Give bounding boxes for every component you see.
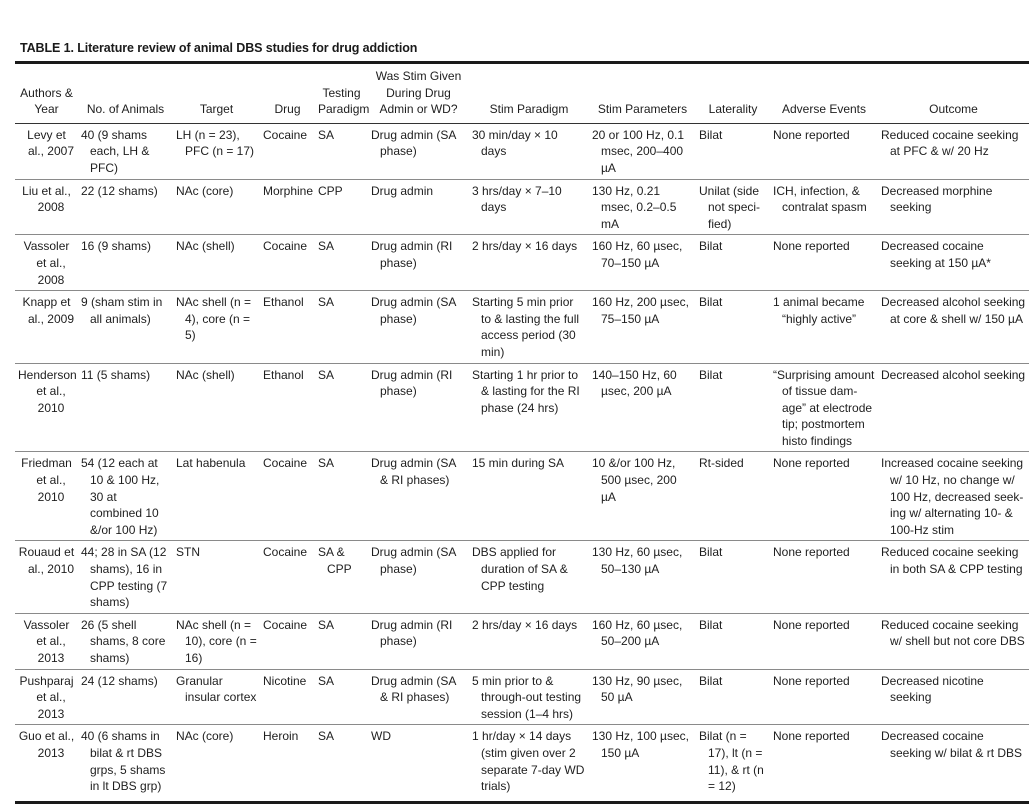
cell-drug: Cocaine [260, 541, 315, 613]
cell-laterality: Bilat [696, 541, 770, 613]
cell-stim-parameters: 160 Hz, 60 µsec, 50–200 µA [589, 613, 696, 669]
cell-authors: Henderson et al., 2010 [15, 363, 78, 452]
cell-adverse-events: None reported [770, 613, 878, 669]
cell-laterality: Rt-sided [696, 452, 770, 541]
cell-target: NAc shell (n = 4), core (n = 5) [173, 291, 260, 363]
table-row [15, 541, 1029, 613]
col-header-stim-parameters: Stim Parameters [589, 63, 696, 124]
cell-adverse-events: None reported [770, 725, 878, 802]
cell-laterality: Bilat [696, 363, 770, 452]
table-row [15, 123, 1029, 179]
cell-outcome: Decreased cocaine seeking w/ bilat & rt DBS [878, 725, 1029, 802]
cell-animals: 40 (9 shams each, LH & PFC) [78, 123, 173, 179]
table-row [15, 235, 1029, 291]
cell-authors: Guo et al., 2013 [15, 725, 78, 802]
cell-stim-given: WD [368, 725, 469, 802]
cell-stim-given: Drug admin [368, 179, 469, 235]
cell-testing-paradigm: SA [315, 669, 368, 725]
cell-stim-paradigm: 3 hrs/day × 7–10 days [469, 179, 589, 235]
cell-outcome: Reduced cocaine seeking in both SA & CPP testing [878, 541, 1029, 613]
cell-animals: 54 (12 each at 10 & 100 Hz, 30 at combined 10 &/or 100 Hz) [78, 452, 173, 541]
cell-drug: Cocaine [260, 235, 315, 291]
cell-authors: Liu et al., 2008 [15, 179, 78, 235]
col-header-laterality: Laterality [696, 63, 770, 124]
cell-stim-given: Drug admin (SA phase) [368, 123, 469, 179]
cell-authors: Rouaud et al., 2010 [15, 541, 78, 613]
cell-laterality: Bilat [696, 291, 770, 363]
cell-target: LH (n = 23), PFC (n = 17) [173, 123, 260, 179]
cell-adverse-events: 1 animal became “highly active” [770, 291, 878, 363]
cell-adverse-events: “Surprising amount of tissue dam-age” at electrode tip; postmortem histo findings [770, 363, 878, 452]
cell-stim-given: Drug admin (RI phase) [368, 235, 469, 291]
cell-stim-paradigm: DBS applied for duration of SA & CPP testing [469, 541, 589, 613]
cell-stim-paradigm: 2 hrs/day × 16 days [469, 613, 589, 669]
cell-outcome: Reduced cocaine seeking w/ shell but not core DBS [878, 613, 1029, 669]
col-header-target: Target [173, 63, 260, 124]
cell-stim-given: Drug admin (SA phase) [368, 541, 469, 613]
cell-target: NAc (shell) [173, 235, 260, 291]
cell-stim-parameters: 130 Hz, 0.21 msec, 0.2–0.5 mA [589, 179, 696, 235]
cell-animals: 11 (5 shams) [78, 363, 173, 452]
col-header-authors: Authors & Year [15, 63, 78, 124]
col-header-outcome: Outcome [878, 63, 1029, 124]
cell-stim-parameters: 130 Hz, 100 µsec, 150 µA [589, 725, 696, 802]
table-header [15, 63, 1029, 124]
table-row [15, 669, 1029, 725]
cell-stim-paradigm: 30 min/day × 10 days [469, 123, 589, 179]
cell-drug: Heroin [260, 725, 315, 802]
cell-stim-paradigm: 1 hr/day × 14 days (stim given over 2 separate 7-day WD trials) [469, 725, 589, 802]
cell-stim-paradigm: 2 hrs/day × 16 days [469, 235, 589, 291]
cell-drug: Cocaine [260, 452, 315, 541]
header-row [15, 63, 1029, 124]
cell-stim-given: Drug admin (RI phase) [368, 613, 469, 669]
cell-target: NAc (shell) [173, 363, 260, 452]
cell-stim-parameters: 160 Hz, 200 µsec, 75–150 µA [589, 291, 696, 363]
col-header-adverse-events: Adverse Events [770, 63, 878, 124]
cell-testing-paradigm: SA [315, 235, 368, 291]
cell-stim-paradigm: Starting 5 min prior to & lasting the full access period (30 min) [469, 291, 589, 363]
cell-testing-paradigm: SA [315, 123, 368, 179]
cell-laterality: Bilat [696, 123, 770, 179]
cell-laterality: Bilat [696, 235, 770, 291]
cell-authors: Levy et al., 2007 [15, 123, 78, 179]
cell-drug: Nicotine [260, 669, 315, 725]
cell-target: Granular insular cortex [173, 669, 260, 725]
cell-animals: 26 (5 shell shams, 8 core shams) [78, 613, 173, 669]
cell-laterality: Unilat (side not speci-fied) [696, 179, 770, 235]
cell-outcome: Decreased morphine seeking [878, 179, 1029, 235]
table-row [15, 179, 1029, 235]
cell-adverse-events: None reported [770, 235, 878, 291]
col-header-animals: No. of Animals [78, 63, 173, 124]
cell-authors: Vassoler et al., 2008 [15, 235, 78, 291]
cell-stim-parameters: 140–150 Hz, 60 µsec, 200 µA [589, 363, 696, 452]
col-header-testing-paradigm: Testing Paradigm [315, 63, 368, 124]
table-caption: TABLE 1. Literature review of animal DBS studies for drug addiction [20, 41, 418, 55]
cell-laterality: Bilat [696, 613, 770, 669]
cell-target: Lat habenula [173, 452, 260, 541]
table-row [15, 452, 1029, 541]
cell-adverse-events: None reported [770, 669, 878, 725]
cell-testing-paradigm: SA [315, 291, 368, 363]
cell-drug: Cocaine [260, 613, 315, 669]
cell-testing-paradigm: SA [315, 452, 368, 541]
cell-stim-parameters: 130 Hz, 60 µsec, 50–130 µA [589, 541, 696, 613]
cell-target: NAc shell (n = 10), core (n = 16) [173, 613, 260, 669]
cell-drug: Morphine [260, 179, 315, 235]
cell-testing-paradigm: SA [315, 725, 368, 802]
cell-testing-paradigm: SA [315, 363, 368, 452]
cell-adverse-events: None reported [770, 541, 878, 613]
cell-animals: 22 (12 shams) [78, 179, 173, 235]
cell-stim-given: Drug admin (SA & RI phases) [368, 669, 469, 725]
cell-adverse-events: None reported [770, 452, 878, 541]
table-row [15, 363, 1029, 452]
cell-testing-paradigm: SA [315, 613, 368, 669]
cell-outcome: Decreased nicotine seeking [878, 669, 1029, 725]
cell-animals: 44; 28 in SA (12 shams), 16 in CPP testing (7 shams) [78, 541, 173, 613]
cell-testing-paradigm: SA & CPP [315, 541, 368, 613]
cell-adverse-events: ICH, infection, & contralat spasm [770, 179, 878, 235]
cell-outcome: Decreased alcohol seeking [878, 363, 1029, 452]
cell-outcome: Decreased cocaine seeking at 150 µA* [878, 235, 1029, 291]
col-header-stim-paradigm: Stim Paradigm [469, 63, 589, 124]
literature-review-table [15, 61, 1029, 804]
table-row [15, 613, 1029, 669]
cell-stim-parameters: 130 Hz, 90 µsec, 50 µA [589, 669, 696, 725]
cell-target: NAc (core) [173, 725, 260, 802]
cell-animals: 16 (9 shams) [78, 235, 173, 291]
cell-authors: Pushparaj et al., 2013 [15, 669, 78, 725]
cell-stim-given: Drug admin (RI phase) [368, 363, 469, 452]
cell-animals: 9 (sham stim in all animals) [78, 291, 173, 363]
cell-authors: Vassoler et al., 2013 [15, 613, 78, 669]
col-header-drug: Drug [260, 63, 315, 124]
col-header-stim-given: Was Stim Given During Drug Admin or WD? [368, 63, 469, 124]
cell-laterality: Bilat (n = 17), lt (n = 11), & rt (n = 12) [696, 725, 770, 802]
cell-stim-parameters: 10 &/or 100 Hz, 500 µsec, 200 µA [589, 452, 696, 541]
table-body [15, 123, 1029, 802]
cell-outcome: Increased cocaine seeking w/ 10 Hz, no change w/ 100 Hz, decreased seek-ing w/ alternating 10- & 100-Hz stim [878, 452, 1029, 541]
cell-drug: Ethanol [260, 363, 315, 452]
cell-target: NAc (core) [173, 179, 260, 235]
cell-animals: 24 (12 shams) [78, 669, 173, 725]
cell-stim-paradigm: 15 min during SA [469, 452, 589, 541]
cell-animals: 40 (6 shams in bilat & rt DBS grps, 5 shams in lt DBS grp) [78, 725, 173, 802]
cell-adverse-events: None reported [770, 123, 878, 179]
cell-laterality: Bilat [696, 669, 770, 725]
cell-stim-parameters: 160 Hz, 60 µsec, 70–150 µA [589, 235, 696, 291]
cell-stim-parameters: 20 or 100 Hz, 0.1 msec, 200–400 µA [589, 123, 696, 179]
cell-stim-given: Drug admin (SA & RI phases) [368, 452, 469, 541]
table-row [15, 291, 1029, 363]
cell-testing-paradigm: CPP [315, 179, 368, 235]
cell-stim-paradigm: 5 min prior to & through-out testing session (1–4 hrs) [469, 669, 589, 725]
cell-target: STN [173, 541, 260, 613]
cell-drug: Ethanol [260, 291, 315, 363]
cell-stim-given: Drug admin (SA phase) [368, 291, 469, 363]
cell-outcome: Decreased alcohol seeking at core & shell w/ 150 µA [878, 291, 1029, 363]
cell-authors: Knapp et al., 2009 [15, 291, 78, 363]
cell-authors: Friedman et al., 2010 [15, 452, 78, 541]
cell-stim-paradigm: Starting 1 hr prior to & lasting for the RI phase (24 hrs) [469, 363, 589, 452]
table-row [15, 725, 1029, 802]
cell-drug: Cocaine [260, 123, 315, 179]
cell-outcome: Reduced cocaine seeking at PFC & w/ 20 Hz [878, 123, 1029, 179]
